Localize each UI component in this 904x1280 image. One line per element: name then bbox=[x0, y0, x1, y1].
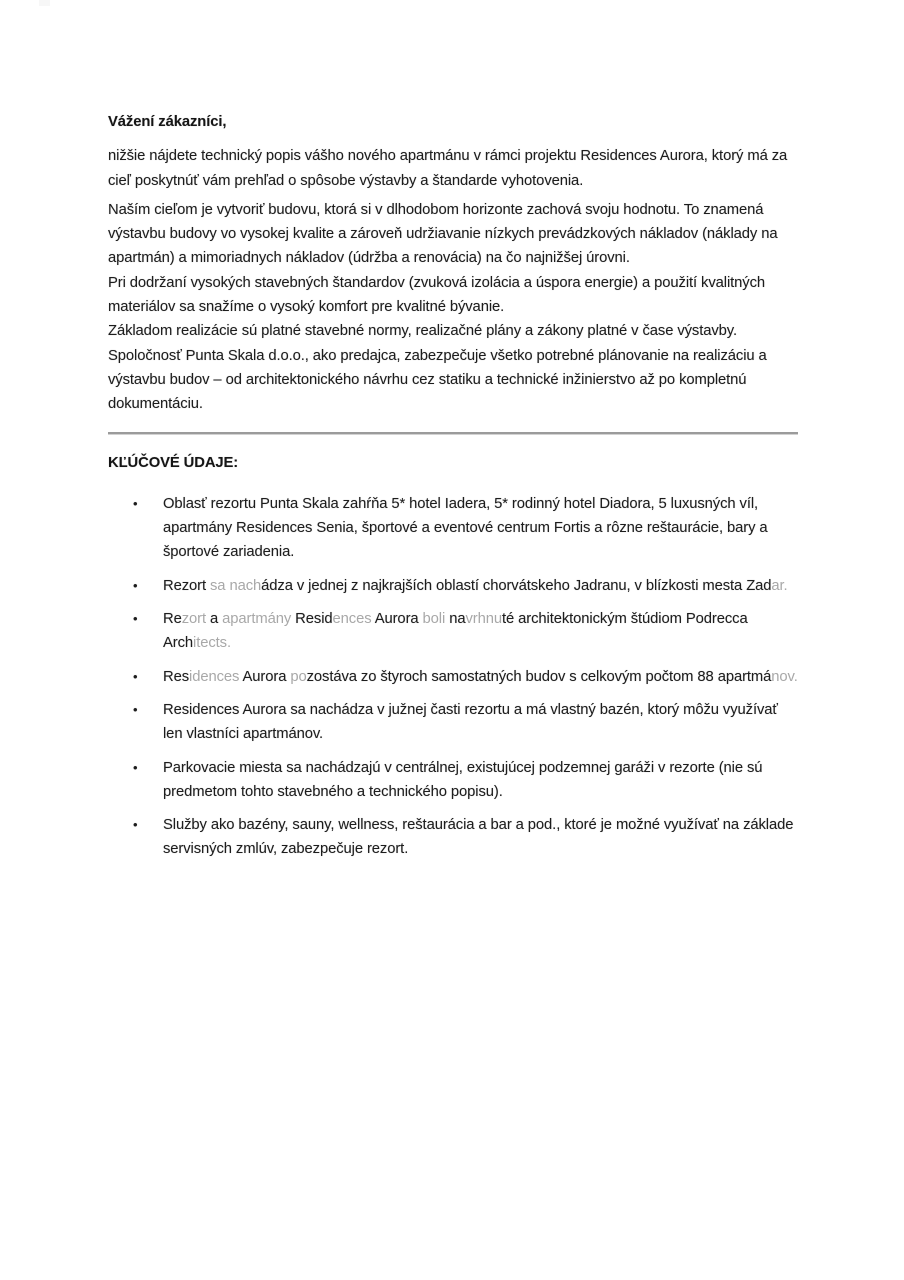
text-run-muted: po bbox=[290, 668, 307, 685]
text-run-muted: ences bbox=[332, 611, 372, 628]
text-run-muted: sa nach bbox=[210, 577, 262, 594]
text-run: Aurora bbox=[239, 668, 291, 685]
body-paragraph: Pri dodržaní vysokých stavebných štandardov (zvuková izolácia a úspora energie) a použití kvalitných materiálov sa snažíme o vysoký komfort pre kvalitné bývanie. bbox=[108, 274, 766, 316]
list-item bbox=[108, 574, 798, 598]
bullet-icon: • bbox=[133, 611, 138, 627]
list-item-text bbox=[163, 492, 798, 565]
list-item-text bbox=[163, 698, 798, 747]
list-item-text bbox=[163, 665, 798, 689]
section-heading: KĽÚČOVÉ ÚDAJE: bbox=[108, 454, 239, 471]
text-run: té architektonickým štúdiom Podrecca Arch bbox=[163, 611, 748, 652]
text-run: Residences Aurora sa nachádza v južnej časti rezortu a má vlastný bazén, ktorý môžu využívať len vlastníci apartmánov. bbox=[163, 701, 778, 743]
list-item-text bbox=[163, 574, 798, 598]
bullet-icon: • bbox=[133, 759, 138, 775]
text-run: a bbox=[206, 611, 223, 628]
list-item-text bbox=[163, 607, 798, 656]
list-item-text bbox=[163, 813, 798, 862]
document-content bbox=[108, 110, 798, 871]
bullet-icon: • bbox=[133, 668, 138, 684]
list-item bbox=[108, 665, 798, 689]
list-item bbox=[108, 492, 798, 565]
text-run: ádza v jednej z najkrajších oblastí chorvátskeho Jadranu, v blízkosti mesta Zad bbox=[261, 577, 772, 594]
section-divider bbox=[108, 432, 798, 435]
text-run-muted: ar. bbox=[771, 577, 788, 594]
text-run-muted: vrhnu bbox=[465, 611, 502, 628]
list-item bbox=[108, 756, 798, 805]
text-run-muted: idences bbox=[189, 668, 240, 685]
text-run-muted: nov. bbox=[771, 668, 798, 685]
text-run: Parkovacie miesta sa nachádzajú v centrálnej, existujúcej podzemnej garáži v rezorte (nie sú predmetom tohto stavebného a technického popisu). bbox=[163, 759, 763, 800]
greeting-line: Vážení zákazníci, bbox=[108, 114, 227, 130]
intro-paragraph: nižšie nájdete technický popis vášho nového apartmánu v rámci projektu Residences Aurora, ktorý má za cieľ poskytnúť vám prehľad o spôsobe výstavby a štandarde vyhotovenia. bbox=[108, 148, 788, 189]
text-run-muted: itects. bbox=[193, 635, 231, 652]
list-item-text bbox=[163, 756, 798, 805]
text-run-muted: boli bbox=[422, 611, 446, 628]
text-run: Služby ako bazény, sauny, wellness, reštaurácia a bar a pod., ktoré je možné využívať na základe servisných zmlúv, zabezpečuje rezort. bbox=[163, 817, 794, 858]
body-paragraph-group bbox=[108, 198, 798, 417]
text-run: Re bbox=[163, 611, 182, 628]
text-run: zostáva zo štyroch samostatných budov s celkovým počtom 88 apartmá bbox=[306, 668, 772, 685]
bullet-icon: • bbox=[133, 495, 138, 511]
bullet-icon: • bbox=[133, 701, 138, 717]
text-run: Resid bbox=[291, 611, 333, 628]
body-paragraph: Naším cieľom je vytvoriť budovu, ktorá si v dlhodobom horizonte zachová svoju hodnotu. To znamená výstavbu budovy vo vysokej kvalite a zároveň udržiavanie nízkych prevádzkových nákladov (náklady na apartmán) a mimoriadnych nákladov (údržba a renovácia) na čo najnižšej úrovni. bbox=[108, 201, 778, 267]
scan-artifact bbox=[39, 0, 50, 6]
bullet-icon: • bbox=[133, 577, 138, 593]
text-run: Aurora bbox=[371, 611, 423, 628]
text-run: Oblasť rezortu Punta Skala zahŕňa 5* hotel Iadera, 5* rodinný hotel Diadora, 5 luxusných víl, apartmány Residences Senia, športové a eventové centrum Fortis a rôzne reštaurácie, bary a športové zariadenia. bbox=[163, 495, 768, 561]
body-paragraph: Základom realizácie sú platné stavebné normy, realizačné plány a zákony platné v čase výstavby. Spoločnosť Punta Skala d.o.o., ako predajca, zabezpečuje všetko potrebné plánovanie na realizáciu a výstavbu budov – od architektonického návrhu cez statiku a technické inžinierstvo až po kompletnú dokumentáciu. bbox=[108, 323, 767, 413]
text-run: Rezort bbox=[163, 577, 210, 594]
text-run-muted: zort bbox=[181, 611, 206, 628]
list-item bbox=[108, 698, 798, 747]
key-facts-list bbox=[108, 492, 798, 862]
text-run: Res bbox=[163, 668, 190, 685]
text-run-muted: apartmány bbox=[222, 611, 292, 628]
list-item bbox=[108, 813, 798, 862]
list-item bbox=[108, 607, 798, 656]
text-run: na bbox=[445, 611, 466, 628]
bullet-icon: • bbox=[133, 817, 138, 833]
